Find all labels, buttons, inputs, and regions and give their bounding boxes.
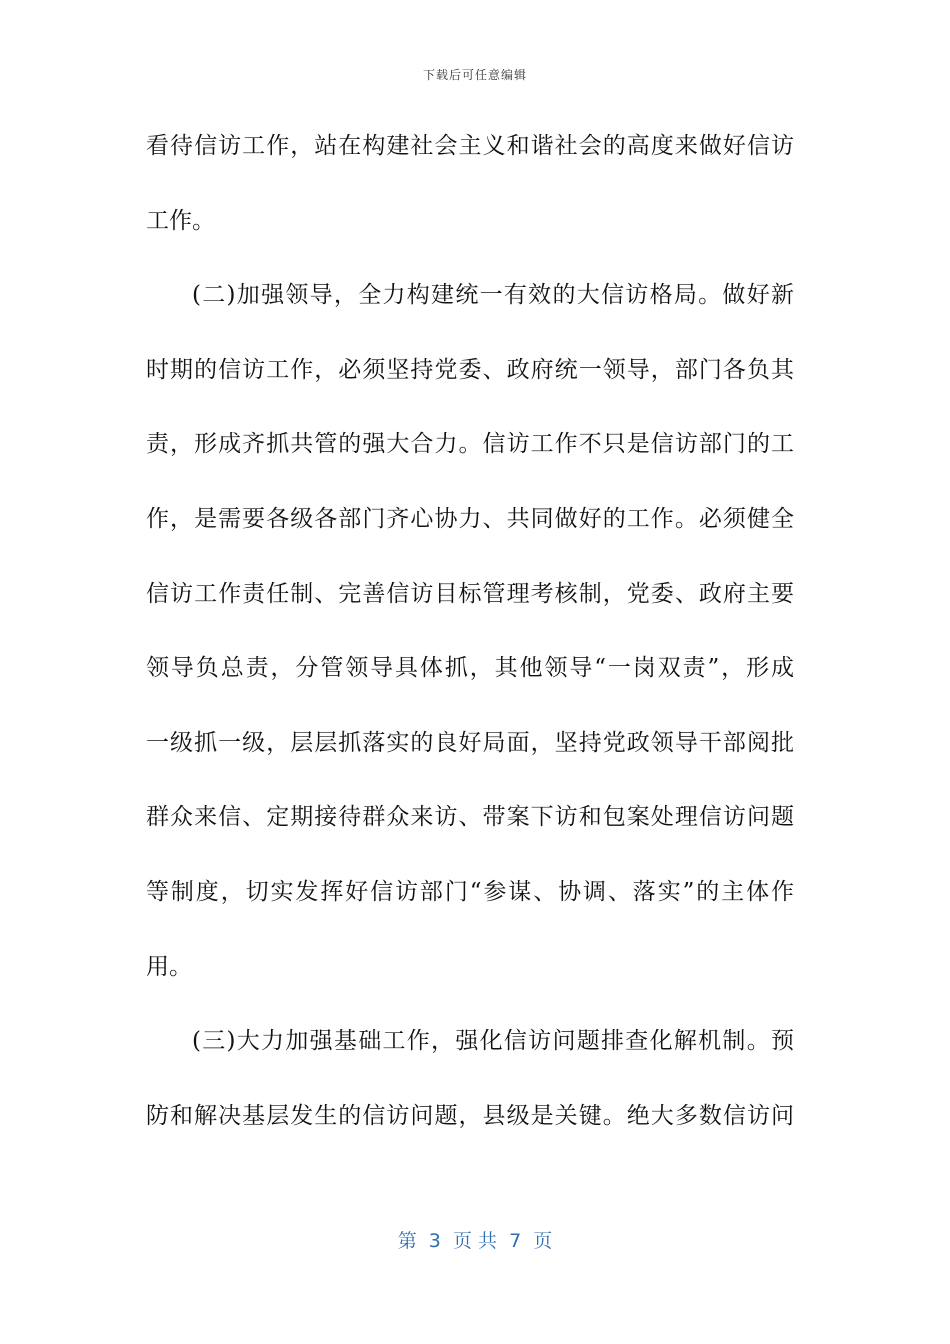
text-line: 信访工作责任制、完善信访目标管理考核制，党委、政府主要 xyxy=(146,580,794,607)
page-footer: 第 3 页 共 7 页 xyxy=(397,1230,553,1252)
document-body xyxy=(146,116,794,1160)
text-line: (三)大力加强基础工作，强化信访问题排查化解机制。预 xyxy=(192,1028,794,1055)
text-line: 领导负总责，分管领导具体抓，其他领导“一岗双责”，形成 xyxy=(146,655,794,682)
text-line: 防和解决基层发生的信访问题，县级是关键。绝大多数信访问 xyxy=(146,1102,794,1129)
text-line: 时期的信访工作，必须坚持党委、政府统一领导，部门各负其 xyxy=(146,356,794,383)
text-line: 等制度，切实发挥好信访部门“参谋、协调、落实”的主体作 xyxy=(146,878,794,905)
text-line: 作，是需要各级各部门齐心协力、共同做好的工作。必须健全 xyxy=(146,505,794,532)
text-line: 群众来信、定期接待群众来访、带案下访和包案处理信访问题 xyxy=(146,804,794,831)
text-line: 责，形成齐抓共管的强大合力。信访工作不只是信访部门的工 xyxy=(146,431,794,458)
text-line: 一级抓一级，层层抓落实的良好局面，坚持党政领导干部阅批 xyxy=(146,729,794,756)
text-line: 用。 xyxy=(146,953,192,980)
text-line: 看待信访工作，站在构建社会主义和谐社会的高度来做好信访 xyxy=(146,133,794,159)
text-line: 工作。 xyxy=(146,207,215,234)
text-line: (二)加强领导，全力构建统一有效的大信访格局。做好新 xyxy=(192,282,794,309)
page-header: 下载后可任意编辑 xyxy=(422,68,527,82)
